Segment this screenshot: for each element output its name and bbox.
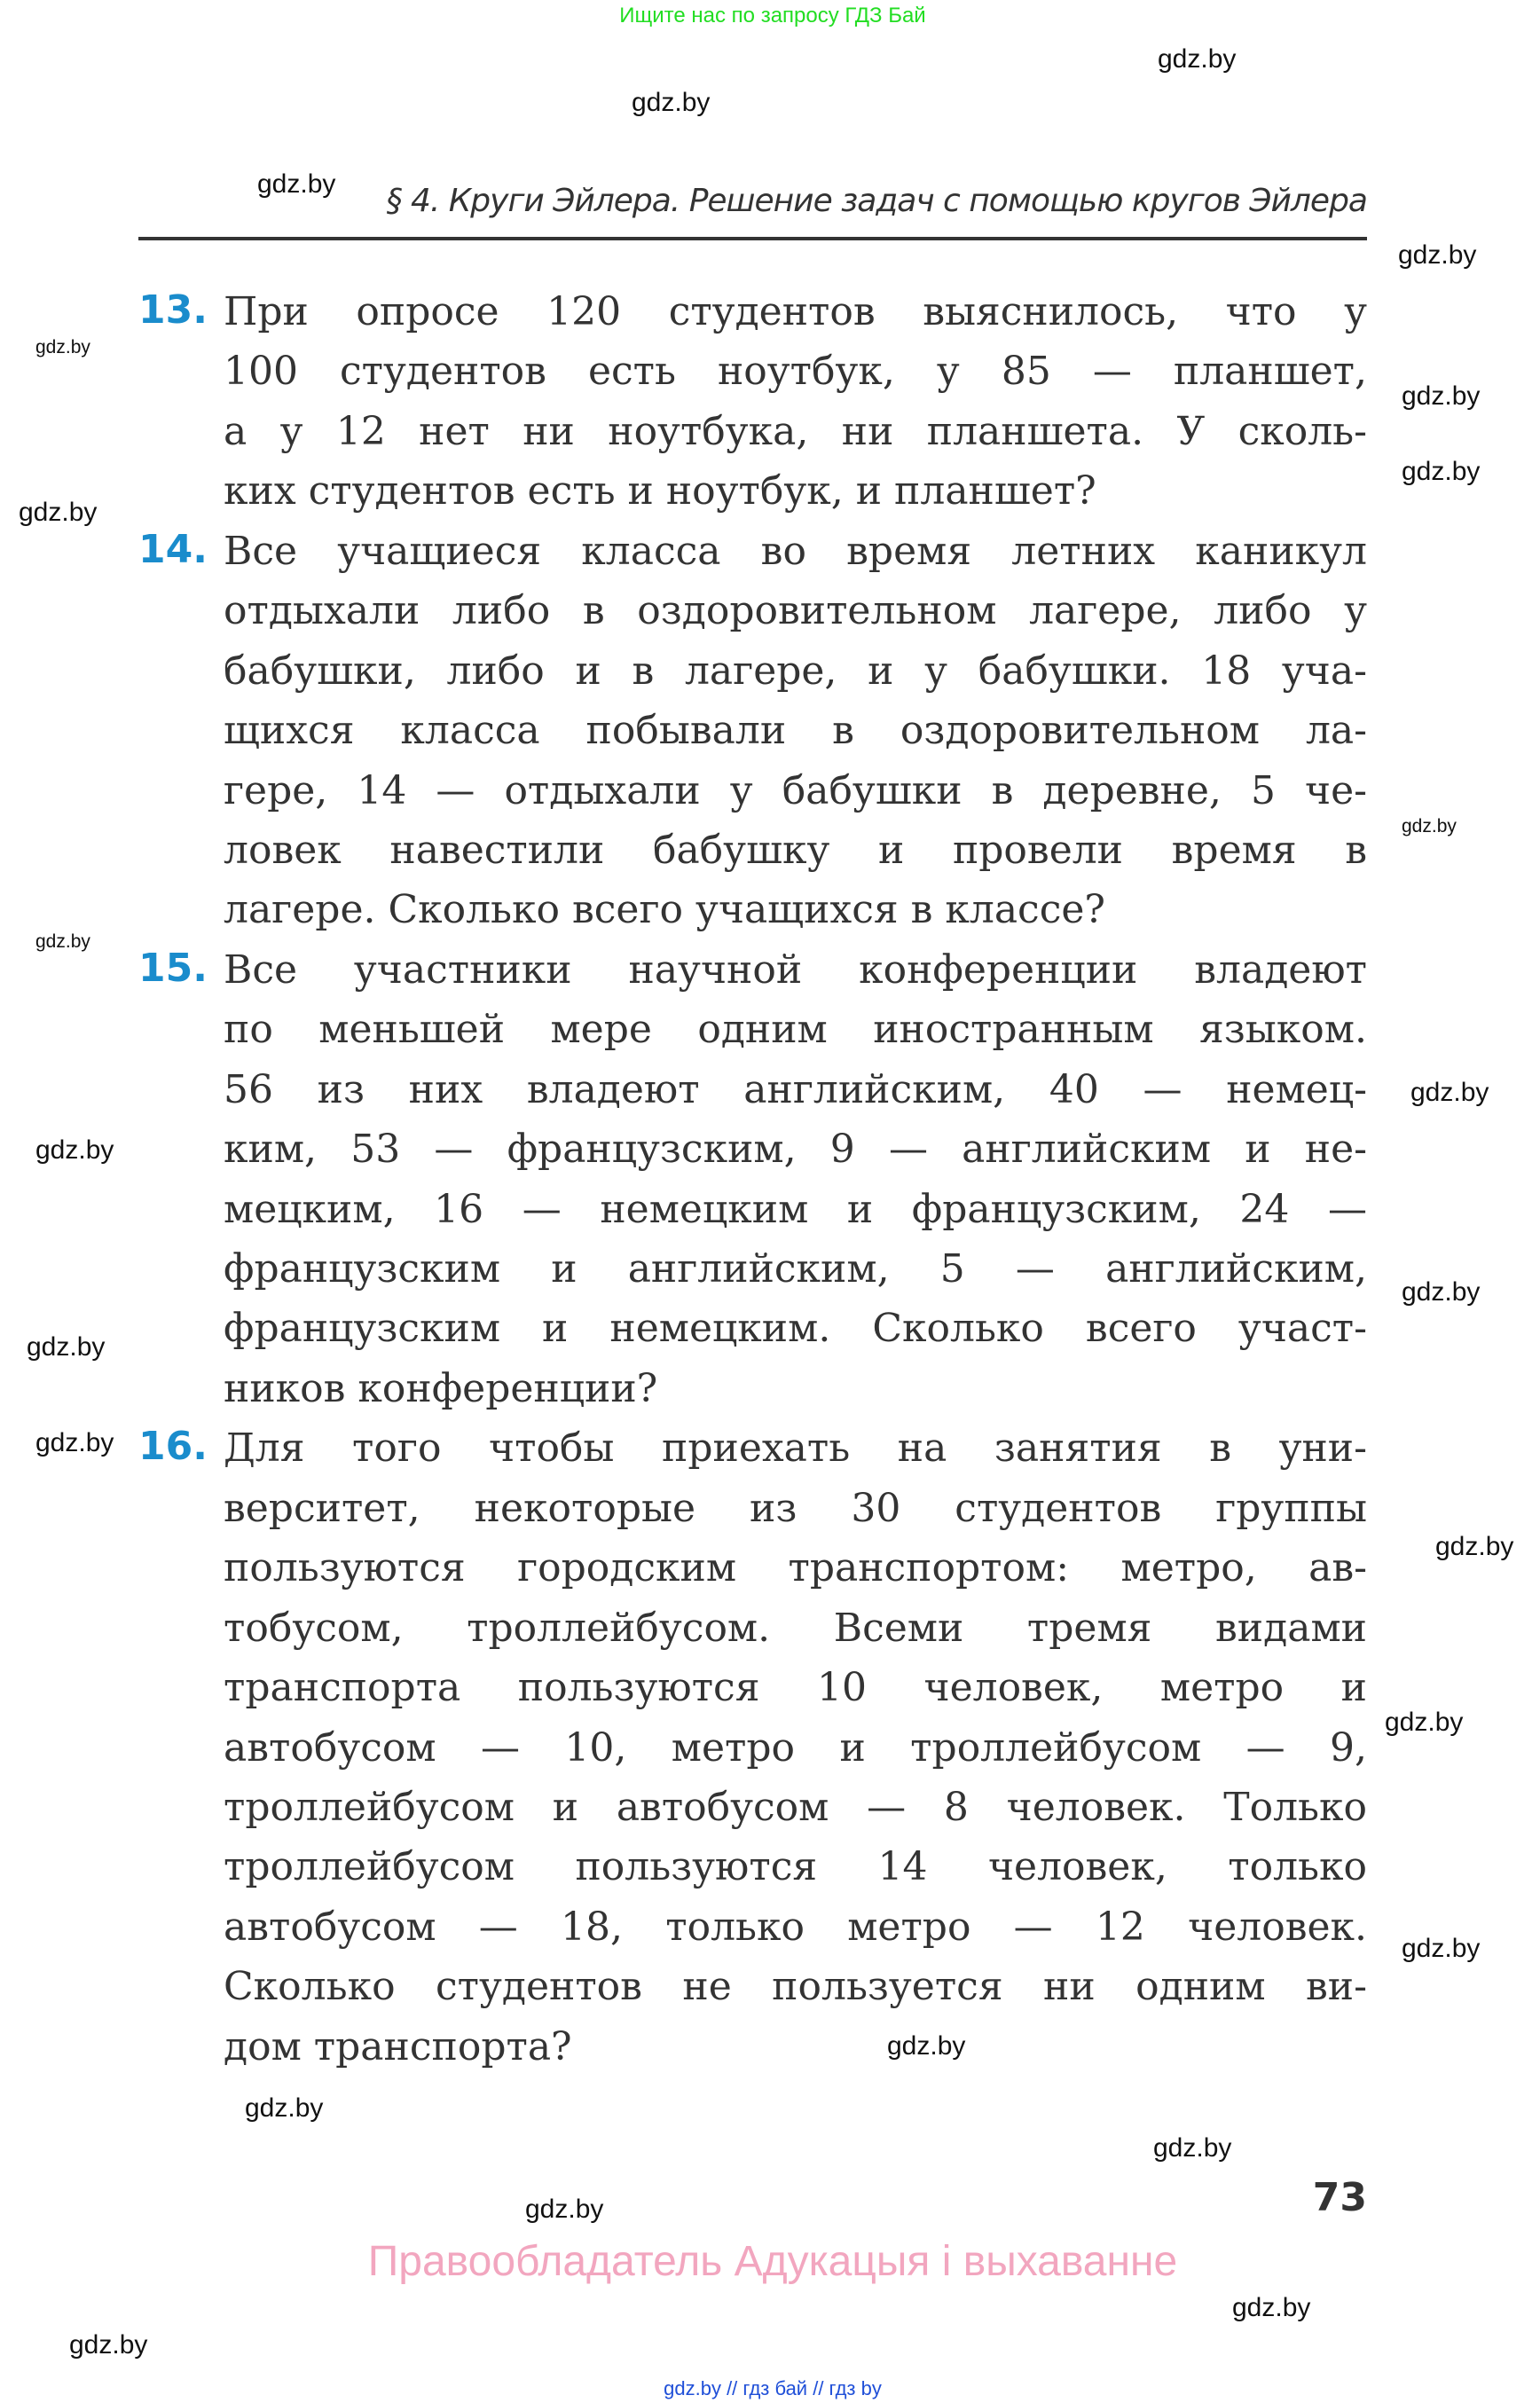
watermark: gdz.by [887, 2031, 966, 2061]
problem-number: 14. [138, 526, 208, 572]
problem-text-line: а у 12 нет ни ноутбука, ни планшета. У сколь- [224, 408, 1367, 454]
running-head: § 4. Круги Эйлера. Решение задач с помощью кругов Эйлера [386, 183, 1367, 219]
problem-text-line: автобусом — 10, метро и троллейбусом — 9, [224, 1724, 1367, 1771]
problem-number: 16. [138, 1424, 208, 1470]
watermark: gdz.by [1153, 2133, 1232, 2163]
problem-text-line: Все учащиеся класса во время летних каникул [224, 528, 1367, 574]
watermark: gdz.by [1402, 381, 1481, 411]
problem-14 [138, 522, 1367, 940]
problem-number: 13. [138, 287, 208, 333]
problem-text-line: дом транспорта? [224, 2023, 572, 2069]
watermark: gdz.by [35, 1135, 114, 1165]
problem-list [138, 282, 1367, 2077]
problem-text-line: мецким, 16 — немецким и французским, 24 — [224, 1186, 1367, 1232]
problem-text-line: троллейбусом пользуются 14 человек, только [224, 1844, 1367, 1890]
watermark: gdz.by [35, 337, 90, 357]
problem-15 [138, 940, 1367, 1419]
watermark: gdz.by [525, 2195, 604, 2224]
problem-text-line: верситет, некоторые из 30 студентов группы [224, 1485, 1367, 1531]
problem-text-line: ким, 53 — французским, 9 — английским и не- [224, 1127, 1367, 1173]
problem-text-line: щихся класса побывали в оздоровительном ла- [224, 708, 1367, 754]
problem-text-line: бабушки, либо и в лагере, и у бабушки. 18 уча- [224, 648, 1367, 694]
problem-16 [138, 1418, 1367, 2077]
problem-text-line: ких студентов есть и ноутбук, и планшет? [224, 468, 1096, 514]
problem-13 [138, 282, 1367, 522]
watermark: gdz.by [35, 931, 90, 952]
bottom-links[interactable]: gdz.by // гдз бай // гдз by [664, 2377, 882, 2399]
problem-text-line: отдыхали либо в оздоровительном лагере, либо у [224, 588, 1367, 634]
problem-text-line: лагере. Сколько всего учащихся в классе? [224, 887, 1105, 933]
watermark: gdz.by [1385, 1708, 1464, 1737]
problem-text-line: Сколько студентов не пользуется ни одним ви- [224, 1964, 1367, 2010]
problem-text-line: французским и немецким. Сколько всего участ- [224, 1306, 1367, 1352]
problem-text-line: пользуются городским транспортом: метро, ав- [224, 1545, 1367, 1591]
problem-text-line: по меньшей мере одним иностранным языком. [224, 1007, 1367, 1053]
page-number: 73 [1312, 2175, 1367, 2220]
problem-text-line: автобусом — 18, только метро — 12 человек. [224, 1904, 1367, 1950]
watermark: gdz.by [19, 498, 98, 527]
problem-text-line: французским и английским, 5 — английским, [224, 1246, 1367, 1292]
watermark: gdz.by [632, 88, 711, 117]
problem-text-line: При опросе 120 студентов выяснилось, что у [224, 289, 1367, 334]
problem-number: 15. [138, 945, 208, 991]
problem-text-line: тобусом, троллейбусом. Всеми тремя видами [224, 1605, 1367, 1651]
watermark: gdz.by [1410, 1078, 1489, 1107]
problem-text-line: транспорта пользуются 10 человек, метро и [224, 1665, 1367, 1711]
watermark: gdz.by [1232, 2293, 1311, 2322]
watermark: gdz.by [1435, 1532, 1514, 1561]
watermark: gdz.by [69, 2330, 148, 2360]
watermark: gdz.by [1402, 457, 1481, 486]
problem-text-line: Все участники научной конференции владеют [224, 946, 1367, 993]
watermark: gdz.by [35, 1428, 114, 1457]
search-hint-banner: Ищите нас по запросу ГДЗ Бай [619, 4, 926, 27]
watermark: gdz.by [1158, 44, 1237, 74]
problem-text-line: 56 из них владеют английским, 40 — немец- [224, 1066, 1367, 1112]
problem-text-line: гере, 14 — отдыхали у бабушки в деревне, 5 че- [224, 767, 1367, 813]
watermark: gdz.by [257, 169, 336, 199]
watermark: gdz.by [245, 2093, 324, 2123]
header-rule [138, 237, 1367, 240]
copyright-notice: Правообладатель Адукацыя і выхаванне [367, 2238, 1178, 2285]
watermark: gdz.by [1398, 240, 1477, 270]
problem-text-line: ников конференции? [224, 1365, 658, 1411]
problem-text-line: троллейбусом и автобусом — 8 человек. Только [224, 1784, 1367, 1830]
watermark: gdz.by [27, 1332, 106, 1362]
watermark: gdz.by [1402, 816, 1457, 836]
problem-text-line: Для того чтобы приехать на занятия в уни- [224, 1425, 1367, 1472]
problem-text-line: ловек навестили бабушку и провели время в [224, 827, 1367, 873]
watermark: gdz.by [1402, 1934, 1481, 1963]
watermark: gdz.by [1402, 1277, 1481, 1307]
problem-text-line: 100 студентов есть ноутбук, у 85 — планшет, [224, 349, 1367, 395]
